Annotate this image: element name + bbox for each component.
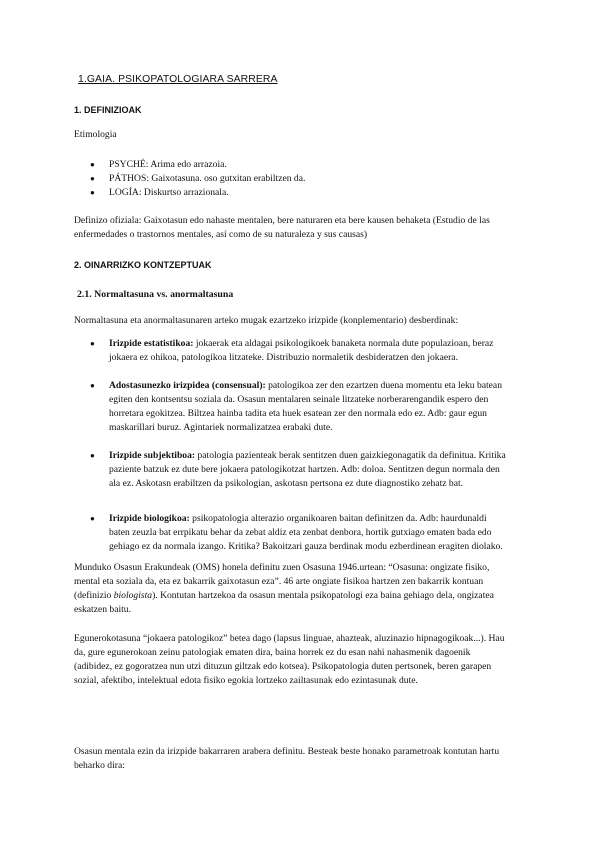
- bullet-icon: ●: [90, 451, 95, 460]
- daily-paragraph-line: (adibidez, ez gogoratzea nun utzi dituzun giltzak edo kotsea). Psikopatologia duten pertsonek, beren garapen: [74, 661, 492, 672]
- oms-paragraph-line: mental eta soziala da, eta ez bakarrik gaixotasun eza”. 46 arte ongiate fisikoa hartzen zen bakarrik kontuan: [74, 576, 484, 587]
- criterion-consensual-line: horretara egokitzea. Biltzea hainba tadita eta huek esatean zer den normala edo ez. Adb: gaur egun: [109, 408, 487, 419]
- chapter-title: 1.GAIA. PSIKOPATOLOGIARA SARRERA: [78, 74, 278, 85]
- criterion-consensual-line: egiten den kontsentsu soziala da. Osasun mentalaren seinale litzateke norberarengandik espero den: [109, 394, 489, 405]
- criterion-biological-line: baten zeuzla bat errpikatu behar da zebat aldiz eta zenbat denbora, hortik gutxiago ematen bada edo: [109, 527, 492, 538]
- etymology-label: Etimologia: [74, 129, 117, 140]
- criterion-statistical-line: Irizpide estatistikoa: jokaerak eta aldagai psikologikoek banaketa normala dute populazioan, beraz: [109, 338, 494, 349]
- criterion-term: Irizpide estatistikoa:: [109, 338, 194, 349]
- criterion-term: Adostasunezko irizpidea (consensual):: [109, 380, 266, 391]
- bullet-icon: ●: [90, 160, 95, 169]
- oms-paragraph-line: (definizio biologista). Kontutan hartzekoa da osasun mentala psikopatologi eza baina gehiago dela, ongizatea: [74, 590, 494, 601]
- criterion-statistical-line: jokaera ez ohikoa, patologikoa litzateke. Distribuzio normaletik desbideratzen den jokaera.: [109, 352, 458, 363]
- bullet-icon: ●: [90, 381, 95, 390]
- etymology-item-logia: LOGÍA: Diskurtso arrazionala.: [109, 187, 229, 198]
- bullet-icon: ●: [90, 339, 95, 348]
- section-heading-definitions: 1. DEFINIZIOAK: [74, 105, 142, 115]
- criteria-intro: Normaltasuna eta anormaltasunaren arteko mugak ezartzeko irizpide (konplementario) desberdinak:: [74, 315, 459, 326]
- oms-paragraph-line: eskatzen baitu.: [74, 604, 132, 615]
- definition-line: enfermedades o trastornos mentales, así como de su naturaleza y sus causas): [74, 229, 368, 240]
- bullet-icon: ●: [90, 514, 95, 523]
- daily-paragraph-line: sozial, afektibo, intelektual edota fisiko egokia lortzeko zailtasunak edo ezintasunak dute.: [74, 675, 418, 686]
- criterion-term: Irizpide subjektiboa:: [109, 450, 196, 461]
- bullet-icon: ●: [90, 174, 95, 183]
- criterion-biological-line: Irizpide biologikoa: psikopatologia alterazio organikoaren baitan definitzen da. Adb: haurdunaldi: [109, 513, 487, 524]
- criterion-subjective-line: Irizpide subjektiboa: patologia pazienteak berak sentitzen duen gaizkiegonagatik da definitua. Kritika: [109, 450, 506, 461]
- etymology-item-pathos: PÁTHOS: Gaixotasuna. oso gutxitan erabiltzen da.: [109, 173, 306, 184]
- subsection-heading-normality: 2.1. Normaltasuna vs. anormaltasuna: [77, 289, 234, 300]
- oms-paragraph-line: Munduko Osasun Erakundeak (OMS) honela definitu zuen Osasuna 1946.urtean: “Osasuna: ongizate fisiko,: [74, 562, 490, 573]
- criterion-consensual-line: maskarillari buruz. Agintariek normalizatzea erabaki dute.: [109, 422, 333, 433]
- final-paragraph-line: beharko dira:: [74, 760, 125, 771]
- daily-paragraph-line: Egunerokotasuna “jokaera patologikoz” betea dago (lapsus linguae, ahazteak, aluzinazio hipnagogikoak...). Hau: [74, 633, 505, 644]
- criterion-consensual-line: Adostasunezko irizpidea (consensual): patologikoa zer den ezartzen duena momentu eta leku batean: [109, 380, 502, 391]
- daily-paragraph-line: da, gure egunerokoan zeinu patologiak ematen dira, baina horrek ez du esan nahi nahasmenik dagoenik: [74, 647, 471, 658]
- criterion-subjective-line: ala ez. Askotasn erabiltzen da psikologian, askotasn pertsona ez dute diagnostiko zehatz bat.: [109, 478, 464, 489]
- bullet-icon: ●: [90, 188, 95, 197]
- etymology-item-psyche: PSYCHÉ: Arima edo arrazoia.: [109, 159, 227, 170]
- criterion-term: Irizpide biologikoa:: [109, 513, 190, 524]
- section-heading-basic-concepts: 2. OINARRIZKO KONTZEPTUAK: [74, 260, 212, 270]
- criterion-biological-line: gehiago ez da normala izango. Kritika? Bakoitzari gauza berdinak modu ezberdinean eragiten diolako.: [109, 541, 503, 552]
- final-paragraph-line: Osasun mentala ezin da irizpide bakarraren arabera definitu. Besteak beste honako parametroak kontutan hartu: [74, 746, 500, 757]
- definition-line: Definizo ofiziala: Gaixotasun edo nahaste mentalen, bere naturaren eta bere kausen behaketa (Estudio de las: [74, 215, 490, 226]
- criterion-subjective-line: paziente batzuk ez dute bere jokaera patologikotzat hartzen. Adb: doloa. Sentitzen degun normala den: [109, 464, 500, 475]
